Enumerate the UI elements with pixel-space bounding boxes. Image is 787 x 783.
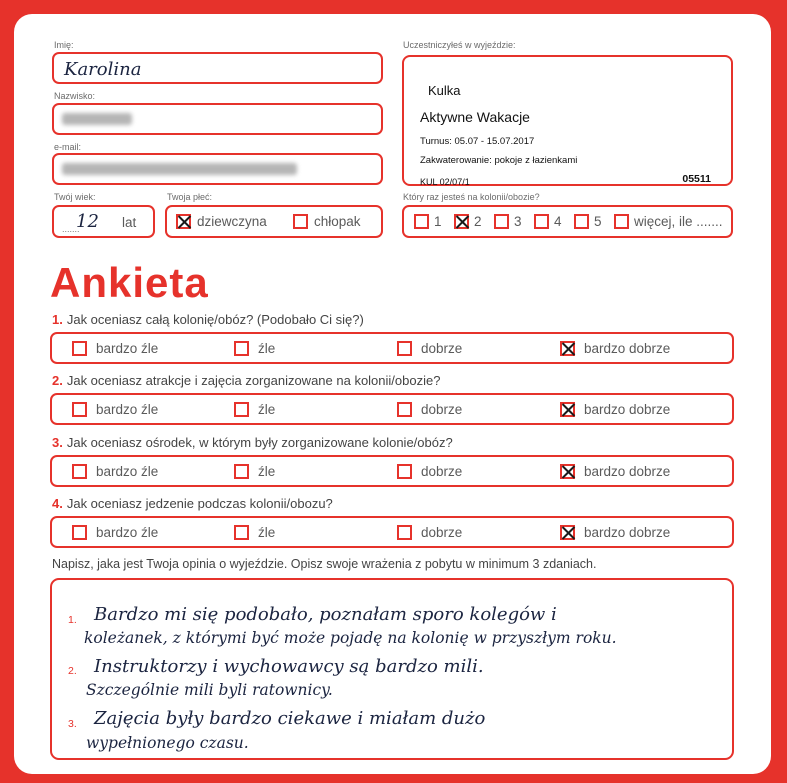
q4-checkbox-good[interactable] [397, 525, 412, 540]
question-3-text: Jak oceniasz ośrodek, w którym były zorganizowane kolonie/obóz? [66, 435, 453, 450]
opinion-number-1: 1. [68, 614, 77, 626]
stamp-code: KUL 02/07/1 [420, 177, 470, 187]
q2-option-good: dobrze [421, 402, 463, 417]
surname-redaction [62, 113, 132, 125]
opinion-line-6: wypełnionego czasu. [86, 734, 249, 752]
trip-label: Uczestniczyłeś w wyjeździe: [403, 40, 516, 50]
email-field[interactable] [52, 153, 383, 185]
survey-title: Ankieta [50, 259, 209, 306]
q1-checkbox-very-good[interactable] [560, 341, 575, 356]
q4-option-good: dobrze [421, 525, 463, 540]
times-checkbox-3[interactable] [494, 214, 509, 229]
age-field[interactable] [52, 205, 155, 238]
opinion-number-3: 3. [68, 718, 77, 730]
gender-checkbox-boy[interactable] [293, 214, 308, 229]
q3-checkbox-good[interactable] [397, 464, 412, 479]
q3-checkbox-very-bad[interactable] [72, 464, 87, 479]
email-redaction [62, 163, 297, 175]
q2-checkbox-good[interactable] [397, 402, 412, 417]
opinion-line-1: Bardzo mi się podobało, poznałam sporo kolegów i [94, 604, 557, 625]
opinion-line-5: Zajęcia były bardzo ciekawe i miałam dużo [94, 708, 486, 729]
times-option-more: więcej, ile ....... [634, 214, 723, 229]
name-label: Imię: [54, 40, 74, 50]
q3-checkbox-bad[interactable] [234, 464, 249, 479]
q4-option-very-bad: bardzo źle [96, 525, 159, 540]
stamp-accommodation: Zakwaterowanie: pokoje z łazienkami [420, 155, 578, 166]
gender-option-boy: chłopak [314, 214, 361, 229]
q4-option-bad: źle [258, 525, 276, 540]
gender-checkbox-girl[interactable] [176, 214, 191, 229]
q4-checkbox-very-bad[interactable] [72, 525, 87, 540]
stamp-company: Kulka [428, 83, 461, 98]
q4-option-very-good: bardzo dobrze [584, 525, 671, 540]
times-checkbox-2[interactable] [454, 214, 469, 229]
q3-option-very-good: bardzo dobrze [584, 464, 671, 479]
times-checkbox-4[interactable] [534, 214, 549, 229]
age-label: Twój wiek: [54, 192, 96, 202]
question-2 [52, 373, 440, 388]
times-option-5: 5 [594, 214, 602, 229]
q1-checkbox-very-bad[interactable] [72, 341, 87, 356]
question-4-text: Jak oceniasz jedzenie podczas kolonii/obozu? [66, 496, 333, 511]
opinion-prompt: Napisz, jaka jest Twoja opinia o wyjeździe. Opisz swoje wrażenia z pobytu w minimum 3 zdaniach. [52, 557, 597, 571]
times-option-4: 4 [554, 214, 562, 229]
q2-checkbox-very-bad[interactable] [72, 402, 87, 417]
question-1-number: 1. [52, 312, 63, 327]
q2-checkbox-bad[interactable] [234, 402, 249, 417]
question-3-answers [50, 455, 734, 487]
name-field[interactable] [52, 52, 383, 84]
age-value: 12 [76, 211, 99, 232]
q3-checkbox-very-good[interactable] [560, 464, 575, 479]
question-3-number: 3. [52, 435, 63, 450]
survey-sheet [14, 14, 771, 774]
gender-field [165, 205, 383, 238]
times-option-3: 3 [514, 214, 522, 229]
stamp-turnus: Turnus: 05.07 - 15.07.2017 [420, 136, 535, 147]
question-4-answers [50, 516, 734, 548]
stamp-program: Aktywne Wakacje [420, 109, 530, 125]
question-2-answers [50, 393, 734, 425]
q3-option-very-bad: bardzo źle [96, 464, 159, 479]
opinion-line-4: Szczególnie mili byli ratownicy. [86, 681, 333, 699]
q3-option-bad: źle [258, 464, 276, 479]
question-2-text: Jak oceniasz atrakcje i zajęcia zorganizowane na kolonii/obozie? [66, 373, 441, 388]
opinion-answer-box[interactable] [50, 578, 734, 760]
question-1 [52, 312, 364, 327]
q2-option-very-bad: bardzo źle [96, 402, 159, 417]
question-2-number: 2. [52, 373, 63, 388]
times-checkbox-1[interactable] [414, 214, 429, 229]
question-4 [52, 496, 333, 511]
gender-label: Twoja płeć: [167, 192, 213, 202]
name-value: Karolina [64, 59, 142, 80]
q1-option-very-bad: bardzo źle [96, 341, 159, 356]
times-checkbox-5[interactable] [574, 214, 589, 229]
question-1-text: Jak oceniasz całą kolonię/obóz? (Podobało Ci się?) [66, 312, 364, 327]
q1-option-very-good: bardzo dobrze [584, 341, 671, 356]
times-option-1: 1 [434, 214, 442, 229]
q1-checkbox-bad[interactable] [234, 341, 249, 356]
stamp-number: 05511 [682, 173, 711, 185]
q1-option-good: dobrze [421, 341, 463, 356]
q2-checkbox-very-good[interactable] [560, 402, 575, 417]
email-label: e-mail: [54, 142, 82, 152]
question-4-number: 4. [52, 496, 63, 511]
question-1-answers [50, 332, 734, 364]
q3-option-good: dobrze [421, 464, 463, 479]
age-unit: lat [122, 215, 137, 230]
q1-checkbox-good[interactable] [397, 341, 412, 356]
opinion-number-2: 2. [68, 665, 77, 677]
q4-checkbox-very-good[interactable] [560, 525, 575, 540]
q2-option-very-good: bardzo dobrze [584, 402, 671, 417]
q4-checkbox-bad[interactable] [234, 525, 249, 540]
age-dots: ....... [62, 224, 80, 234]
trip-stamp [402, 55, 733, 186]
times-checkbox-more[interactable] [614, 214, 629, 229]
times-field [402, 205, 733, 238]
gender-option-girl: dziewczyna [197, 214, 267, 229]
opinion-line-2: koleżanek, z którymi być może pojadę na kolonię w przyszłym roku. [84, 629, 617, 647]
surname-field[interactable] [52, 103, 383, 135]
times-option-2: 2 [474, 214, 482, 229]
opinion-line-3: Instruktorzy i wychowawcy są bardzo mili. [94, 656, 484, 677]
question-3 [52, 435, 453, 450]
surname-label: Nazwisko: [54, 91, 96, 101]
times-label: Który raz jesteś na kolonii/obozie? [403, 192, 540, 202]
q1-option-bad: źle [258, 341, 276, 356]
q2-option-bad: źle [258, 402, 276, 417]
